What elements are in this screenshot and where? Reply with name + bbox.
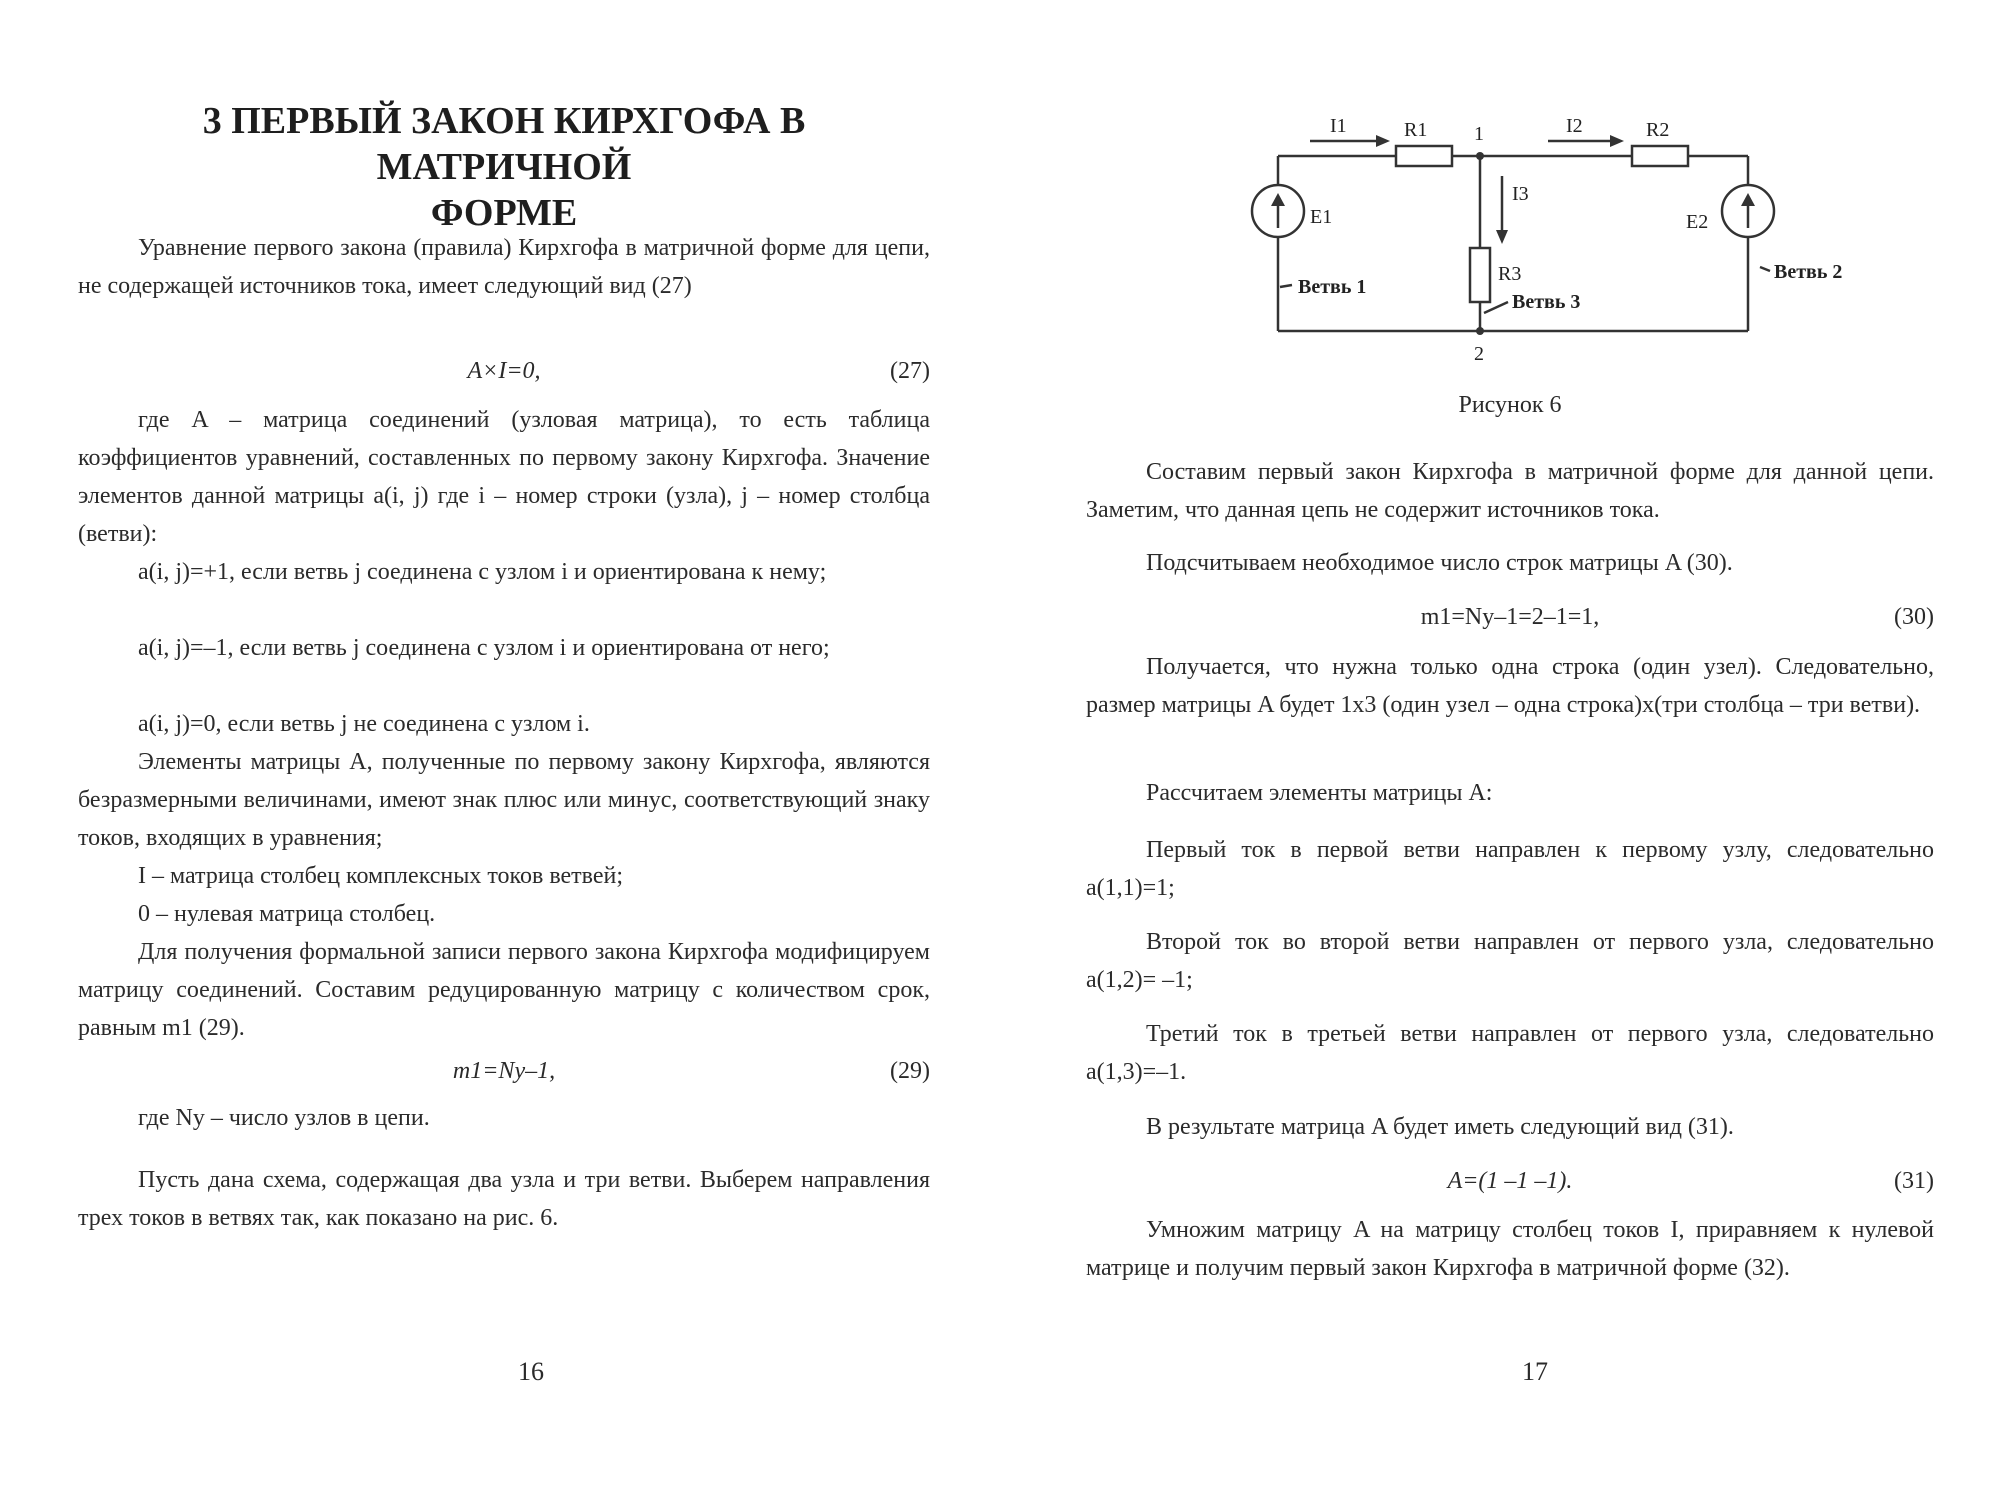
label-branch-2: Ветвь 2 xyxy=(1774,261,1843,283)
formula-31-expression: A=(1 –1 –1). xyxy=(1447,1168,1573,1194)
formula-31-number: (31) xyxy=(1894,1168,1934,1194)
label-branch-3: Ветвь 3 xyxy=(1512,291,1581,313)
label-i1: I1 xyxy=(1330,115,1347,137)
paragraph-row-count: Подсчитываем необходимое число строк матрицы A (30). xyxy=(1146,550,1733,576)
node-1-dot xyxy=(1476,152,1484,160)
resistor-r1 xyxy=(1396,146,1452,166)
formula-27 xyxy=(78,352,930,390)
source-e2-arrowhead xyxy=(1741,193,1755,206)
paragraph-reduced-matrix: Для получения формальной записи первого закона Кирхгофа модифицируем матрицу соединений. Составим редуцированную матрицу с количеством срок, равным m1 (29). xyxy=(78,939,930,1041)
paragraph-multiply: Умножим матрицу A на матрицу столбец токов I, приравняем к нулевой матрице и получим первый закон Кирхгофа в матричной форме (32). xyxy=(1086,1217,1934,1281)
label-e1: E1 xyxy=(1310,206,1333,228)
arrow-i2-head xyxy=(1610,135,1624,147)
label-i2: I2 xyxy=(1566,115,1583,137)
section-title xyxy=(78,98,930,236)
formula-29-number: (29) xyxy=(890,1058,930,1084)
section-title-line2: ФОРМЕ xyxy=(430,192,578,234)
formula-31 xyxy=(1086,1162,1934,1200)
paragraph-current-column: I – матрица столбец комплексных токов ветвей; xyxy=(138,863,624,889)
paragraph-intro: Уравнение первого закона (правила) Кирхгофа в матричной форме для цепи, не содержащей источников тока, имеет следующий вид (27) xyxy=(78,235,930,299)
label-node-2: 2 xyxy=(1474,343,1484,365)
paragraph-compose-law: Составим первый закон Кирхгофа в матричной форме для данной цепи. Заметим, что данная цепь не содержит источников тока. xyxy=(1086,459,1934,523)
paragraph-second-current: Второй ток во второй ветви направлен от первого узла, следовательно a(1,2)= –1; xyxy=(1086,929,1934,993)
paragraph-first-current: Первый ток в первой ветви направлен к первому узлу, следовательно a(1,1)=1; xyxy=(1086,837,1934,901)
circuit-diagram xyxy=(1000,0,2000,380)
leader-branch3 xyxy=(1484,302,1508,313)
formula-27-number: (27) xyxy=(890,358,930,384)
label-e2: E2 xyxy=(1686,211,1709,233)
paragraph-rule-minus: a(i, j)=–1, если ветвь j соединена с узлом i и ориентирована от него; xyxy=(138,635,830,661)
label-i3: I3 xyxy=(1512,183,1529,205)
label-node-1: 1 xyxy=(1474,123,1484,145)
paragraph-rule-plus: a(i, j)=+1, если ветвь j соединена с узлом i и ориентирована к нему; xyxy=(138,559,827,585)
paragraph-third-current: Третий ток в третьей ветви направлен от первого узла, следовательно a(1,3)=–1. xyxy=(1086,1021,1934,1085)
formula-30-expression: m1=Ny–1=2–1=1, xyxy=(1420,604,1600,630)
paragraph-scheme-intro: Пусть дана схема, содержащая два узла и три ветви. Выберем направления трех токов в ветвях так, как показано на рис. 6. xyxy=(78,1167,930,1231)
paragraph-rule-zero: a(i, j)=0, если ветвь j не соединена с узлом i. xyxy=(138,711,590,737)
formula-29-expression: m1=Ny–1, xyxy=(452,1058,556,1084)
node-2-dot xyxy=(1476,327,1484,335)
arrow-i3-head xyxy=(1496,230,1508,244)
label-r3: R3 xyxy=(1498,263,1522,285)
arrow-i1-head xyxy=(1376,135,1390,147)
resistor-r2 xyxy=(1632,146,1688,166)
leader-branch1 xyxy=(1280,285,1292,287)
formula-30-number: (30) xyxy=(1894,604,1934,630)
figure-caption: Рисунок 6 xyxy=(1458,392,1562,418)
paragraph-calc-elements: Рассчитаем элементы матрицы A: xyxy=(1146,780,1493,806)
label-r1: R1 xyxy=(1404,119,1428,141)
resistor-r3 xyxy=(1470,248,1490,302)
right-page xyxy=(1000,0,2000,1485)
formula-29 xyxy=(78,1052,930,1090)
section-title-line1: 3 ПЕРВЫЙ ЗАКОН КИРХГОФА В МАТРИЧНОЙ xyxy=(202,100,806,188)
page-number-right: 17 xyxy=(1522,1357,1548,1386)
page-number-left: 16 xyxy=(518,1357,544,1386)
leader-branch2 xyxy=(1760,267,1770,271)
formula-30 xyxy=(1086,598,1934,636)
paragraph-result: В результате матрица A будет иметь следующий вид (31). xyxy=(1146,1114,1734,1140)
formula-27-expression: A×I=0, xyxy=(467,358,541,384)
paragraph-node-count: где Ny – число узлов в цепи. xyxy=(138,1105,430,1131)
paragraph-one-row: Получается, что нужна только одна строка (один узел). Следовательно, размер матрицы A будет 1x3 (один узел – одна строка)x(три столбца – три ветви). xyxy=(1086,654,1934,718)
paragraph-matrix-definition: где A – матрица соединений (узловая матрица), то есть таблица коэффициентов уравнений, составленных по первому закону Кирхгофа. Значение элементов данной матрицы a(i, j) где i – номер строки (узла), j – номер столбца (ветви): xyxy=(78,407,930,547)
paragraph-zero-column: 0 – нулевая матрица столбец. xyxy=(138,901,436,927)
source-e1-arrowhead xyxy=(1271,193,1285,206)
label-r2: R2 xyxy=(1646,119,1670,141)
paragraph-elements: Элементы матрицы A, полученные по первому закону Кирхгофа, являются безразмерными величинами, имеют знак плюс или минус, соответствующий знаку токов, входящих в уравнения; xyxy=(78,749,930,851)
label-branch-1: Ветвь 1 xyxy=(1298,276,1367,298)
